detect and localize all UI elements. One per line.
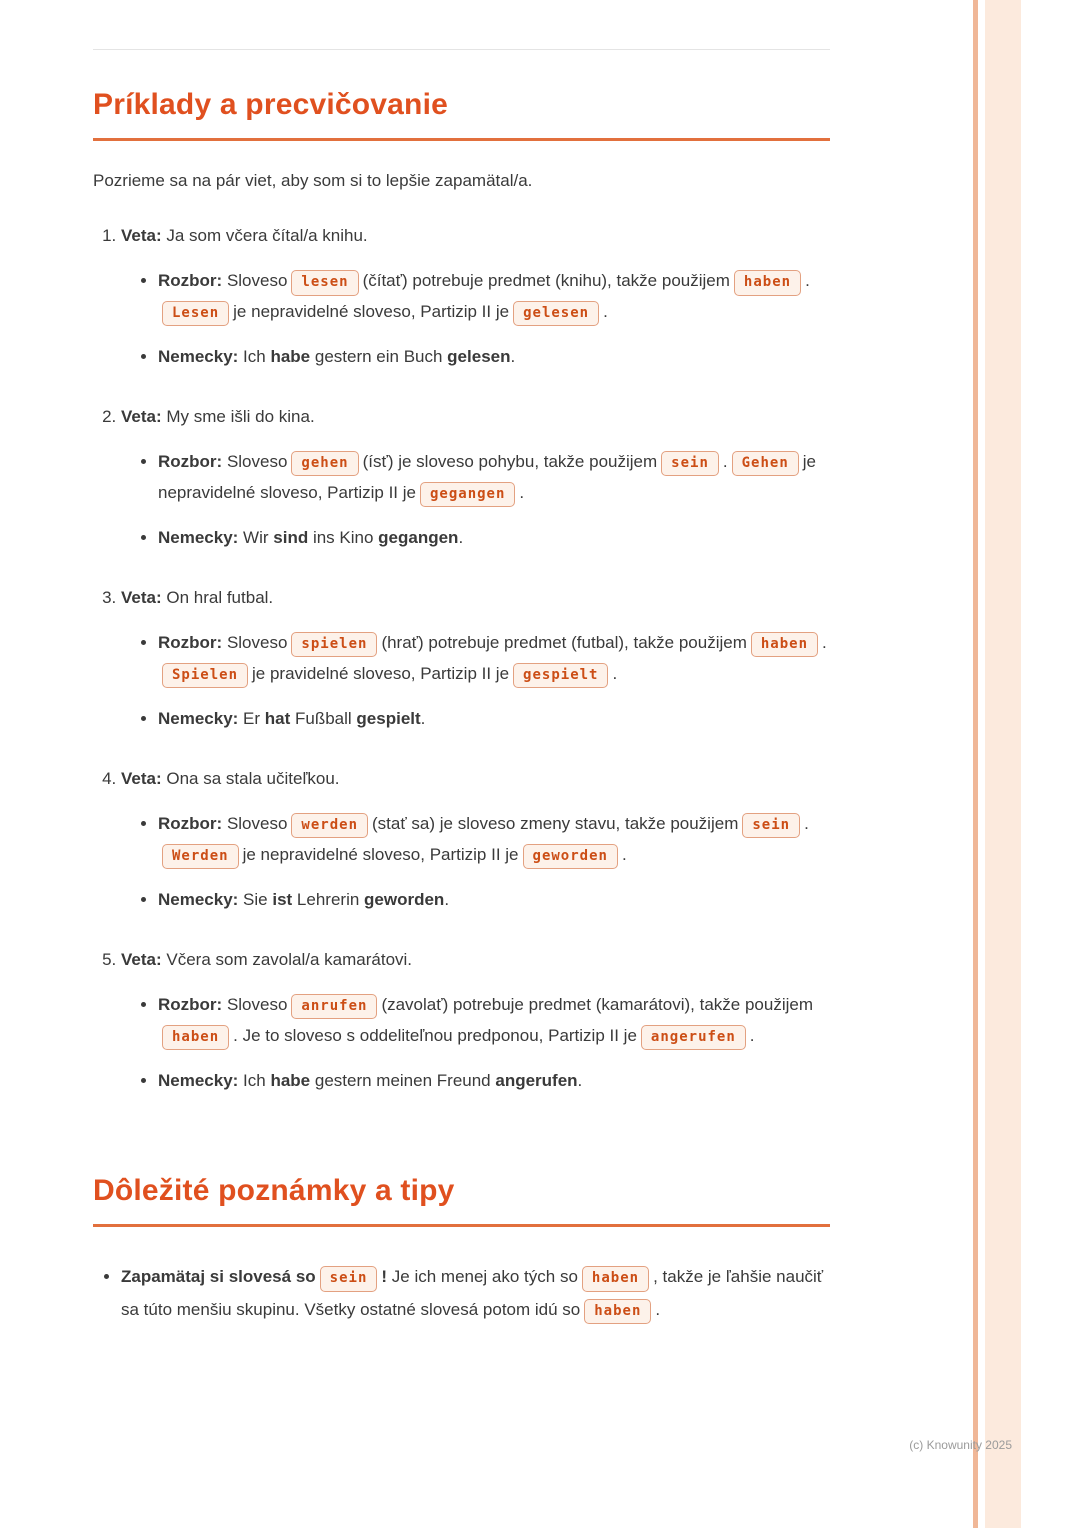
text-run: . (822, 632, 827, 652)
bold-text-run: Veta: (121, 587, 162, 607)
examples-list (93, 222, 830, 1096)
bold-text-run: Rozbor: (158, 632, 223, 652)
text-run: Sloveso (222, 452, 288, 472)
notes-section (93, 1174, 830, 1326)
notes-list (93, 1261, 830, 1326)
text-run: je nepravidelné sloveso, Partizip II je (242, 844, 519, 864)
rozbor-bullet (158, 628, 830, 690)
bold-text-run: habe (270, 1070, 311, 1090)
text-run: . Je to sloveso s oddeliteľnou predponou, Partizip II je (233, 1025, 637, 1045)
example-sub-bullets (121, 990, 830, 1097)
text-run: Ich (238, 347, 271, 367)
text-run: . (621, 844, 627, 864)
nemecky-bullet (158, 704, 830, 735)
text-run: . (444, 889, 450, 909)
text-run: . (749, 1025, 755, 1045)
bold-text-run: gespielt (356, 708, 421, 728)
text-run: Sloveso (222, 813, 288, 833)
text-run: . (603, 302, 608, 322)
text-run: gestern ein Buch (310, 347, 448, 367)
bold-text-run: Nemecky: (158, 889, 239, 909)
bold-text-run: habe (270, 347, 311, 367)
text-run: Sloveso (222, 994, 288, 1014)
veta-line (121, 403, 830, 431)
bold-text-run: Veta: (121, 768, 162, 788)
bold-text-run: Rozbor: (158, 271, 223, 291)
text-run: (ísť) je sloveso pohybu, takže použijem (362, 452, 658, 472)
text-run: . (519, 483, 525, 503)
veta-line (121, 584, 830, 612)
nemecky-bullet (158, 1066, 830, 1097)
text-run: Lehrerin (292, 889, 365, 909)
code-chip: Gehen (732, 451, 799, 476)
code-chip: Spielen (162, 663, 248, 688)
text-run: Sloveso (222, 271, 288, 291)
text-run: je nepravidelné sloveso, Partizip II je (158, 452, 816, 503)
code-chip: angerufen (641, 1025, 746, 1050)
text-run: . (805, 271, 810, 291)
bold-text-run: ! (381, 1267, 388, 1287)
text-run: Sloveso (222, 632, 288, 652)
nemecky-bullet (158, 523, 830, 554)
example-sub-bullets (121, 266, 830, 373)
veta-line (121, 222, 830, 250)
code-chip: haben (734, 270, 801, 295)
code-chip: werden (291, 813, 368, 838)
notes-section-title: Dôležité poznámky a tipy (93, 1174, 830, 1227)
text-run: (zavolať) potrebuje predmet (kamarátovi), takže použijem (381, 994, 813, 1014)
bold-text-run: Veta: (121, 407, 162, 427)
text-run: je pravidelné sloveso, Partizip II je (252, 663, 510, 683)
text-run: . (655, 1299, 661, 1319)
text-run: Ja som včera čítal/a knihu. (161, 226, 368, 246)
bold-text-run: Rozbor: (158, 994, 223, 1014)
text-run: My sme išli do kina. (161, 407, 315, 427)
text-run: Je ich menej ako tých so (387, 1267, 578, 1287)
bold-text-run: Nemecky: (158, 708, 239, 728)
code-chip: haben (584, 1299, 651, 1324)
bold-text-run: Veta: (121, 949, 162, 969)
text-run: Ich (238, 1070, 271, 1090)
bold-text-run: Nemecky: (158, 1070, 239, 1090)
text-run: On hral futbal. (161, 587, 274, 607)
bold-text-run: Nemecky: (158, 347, 239, 367)
text-run: . (420, 708, 426, 728)
text-run: , takže je ľahšie naučiť sa túto menšiu skupinu. Všetky ostatné slovesá potom idú so (121, 1267, 824, 1319)
code-chip: sein (320, 1266, 378, 1291)
text-run: . (722, 452, 728, 472)
top-divider (93, 49, 830, 50)
text-run: Ona sa stala učiteľkou. (161, 768, 340, 788)
text-run: (stať sa) je sloveso zmeny stavu, takže použijem (372, 813, 739, 833)
text-run: (hrať) potrebuje predmet (futbal), takže použijem (381, 632, 747, 652)
bold-text-run: gelesen (447, 347, 511, 367)
nemecky-bullet (158, 342, 830, 373)
bold-text-run: Zapamätaj si slovesá so (121, 1267, 316, 1287)
bold-text-run: ist (272, 889, 293, 909)
code-chip: lesen (291, 270, 358, 295)
code-chip: sein (661, 451, 719, 476)
example-sub-bullets (121, 447, 830, 554)
examples-section (93, 88, 830, 1096)
code-chip: haben (751, 632, 818, 657)
code-chip: gespielt (513, 663, 608, 688)
bold-text-run: Rozbor: (158, 452, 223, 472)
examples-section-title: Príklady a precvičovanie (93, 88, 830, 141)
rozbor-bullet (158, 809, 830, 871)
intro-paragraph: Pozrieme sa na pár viet, aby som si to lepšie zapamätal/a. (93, 171, 533, 190)
rozbor-bullet (158, 266, 830, 328)
bold-text-run: Nemecky: (158, 527, 239, 547)
rozbor-bullet (158, 990, 830, 1052)
text-run: gestern meinen Freund (310, 1070, 496, 1090)
copyright-text: (c) Knowunity 2025 (909, 1438, 1012, 1452)
code-chip: Werden (162, 844, 239, 869)
example-item (121, 584, 830, 735)
text-run: (čítať) potrebuje predmet (knihu), takže použijem (362, 271, 730, 291)
bold-text-run: hat (264, 708, 291, 728)
bold-text-run: Rozbor: (158, 813, 223, 833)
code-chip: spielen (291, 632, 377, 657)
rozbor-bullet (158, 447, 830, 509)
bold-text-run: Veta: (121, 226, 162, 246)
code-chip: anrufen (291, 994, 377, 1019)
text-run: . (510, 347, 516, 367)
text-run: . (458, 527, 464, 547)
example-item (121, 403, 830, 554)
code-chip: haben (162, 1025, 229, 1050)
example-sub-bullets (121, 809, 830, 916)
bold-text-run: geworden (364, 889, 445, 909)
text-run: ins Kino (308, 527, 379, 547)
text-run: je nepravidelné sloveso, Partizip II je (233, 302, 510, 322)
code-chip: gegangen (420, 482, 515, 507)
bold-text-run: gegangen (378, 527, 459, 547)
text-run: Er (238, 708, 265, 728)
code-chip: Lesen (162, 301, 229, 326)
code-chip: geworden (523, 844, 618, 869)
example-item (121, 946, 830, 1097)
code-chip: haben (582, 1266, 649, 1291)
veta-line (121, 946, 830, 974)
nemecky-bullet (158, 885, 830, 916)
text-run: Včera som zavolal/a kamarátovi. (161, 949, 413, 969)
sidebar-strip (985, 0, 1021, 1528)
code-chip: gelesen (513, 301, 599, 326)
example-item (121, 765, 830, 916)
example-item (121, 222, 830, 373)
page-content (93, 88, 830, 1326)
bold-text-run: angerufen (495, 1070, 578, 1090)
text-run: . (804, 813, 809, 833)
text-run: . (612, 663, 618, 683)
text-run: Sie (238, 889, 273, 909)
example-sub-bullets (121, 628, 830, 735)
bold-text-run: sind (273, 527, 309, 547)
sidebar-accent-line (973, 0, 978, 1528)
note-bullet (121, 1261, 830, 1326)
code-chip: sein (742, 813, 800, 838)
text-run: Fußball (290, 708, 357, 728)
text-run: Wir (238, 527, 274, 547)
text-run: . (577, 1070, 583, 1090)
veta-line (121, 765, 830, 793)
code-chip: gehen (291, 451, 358, 476)
